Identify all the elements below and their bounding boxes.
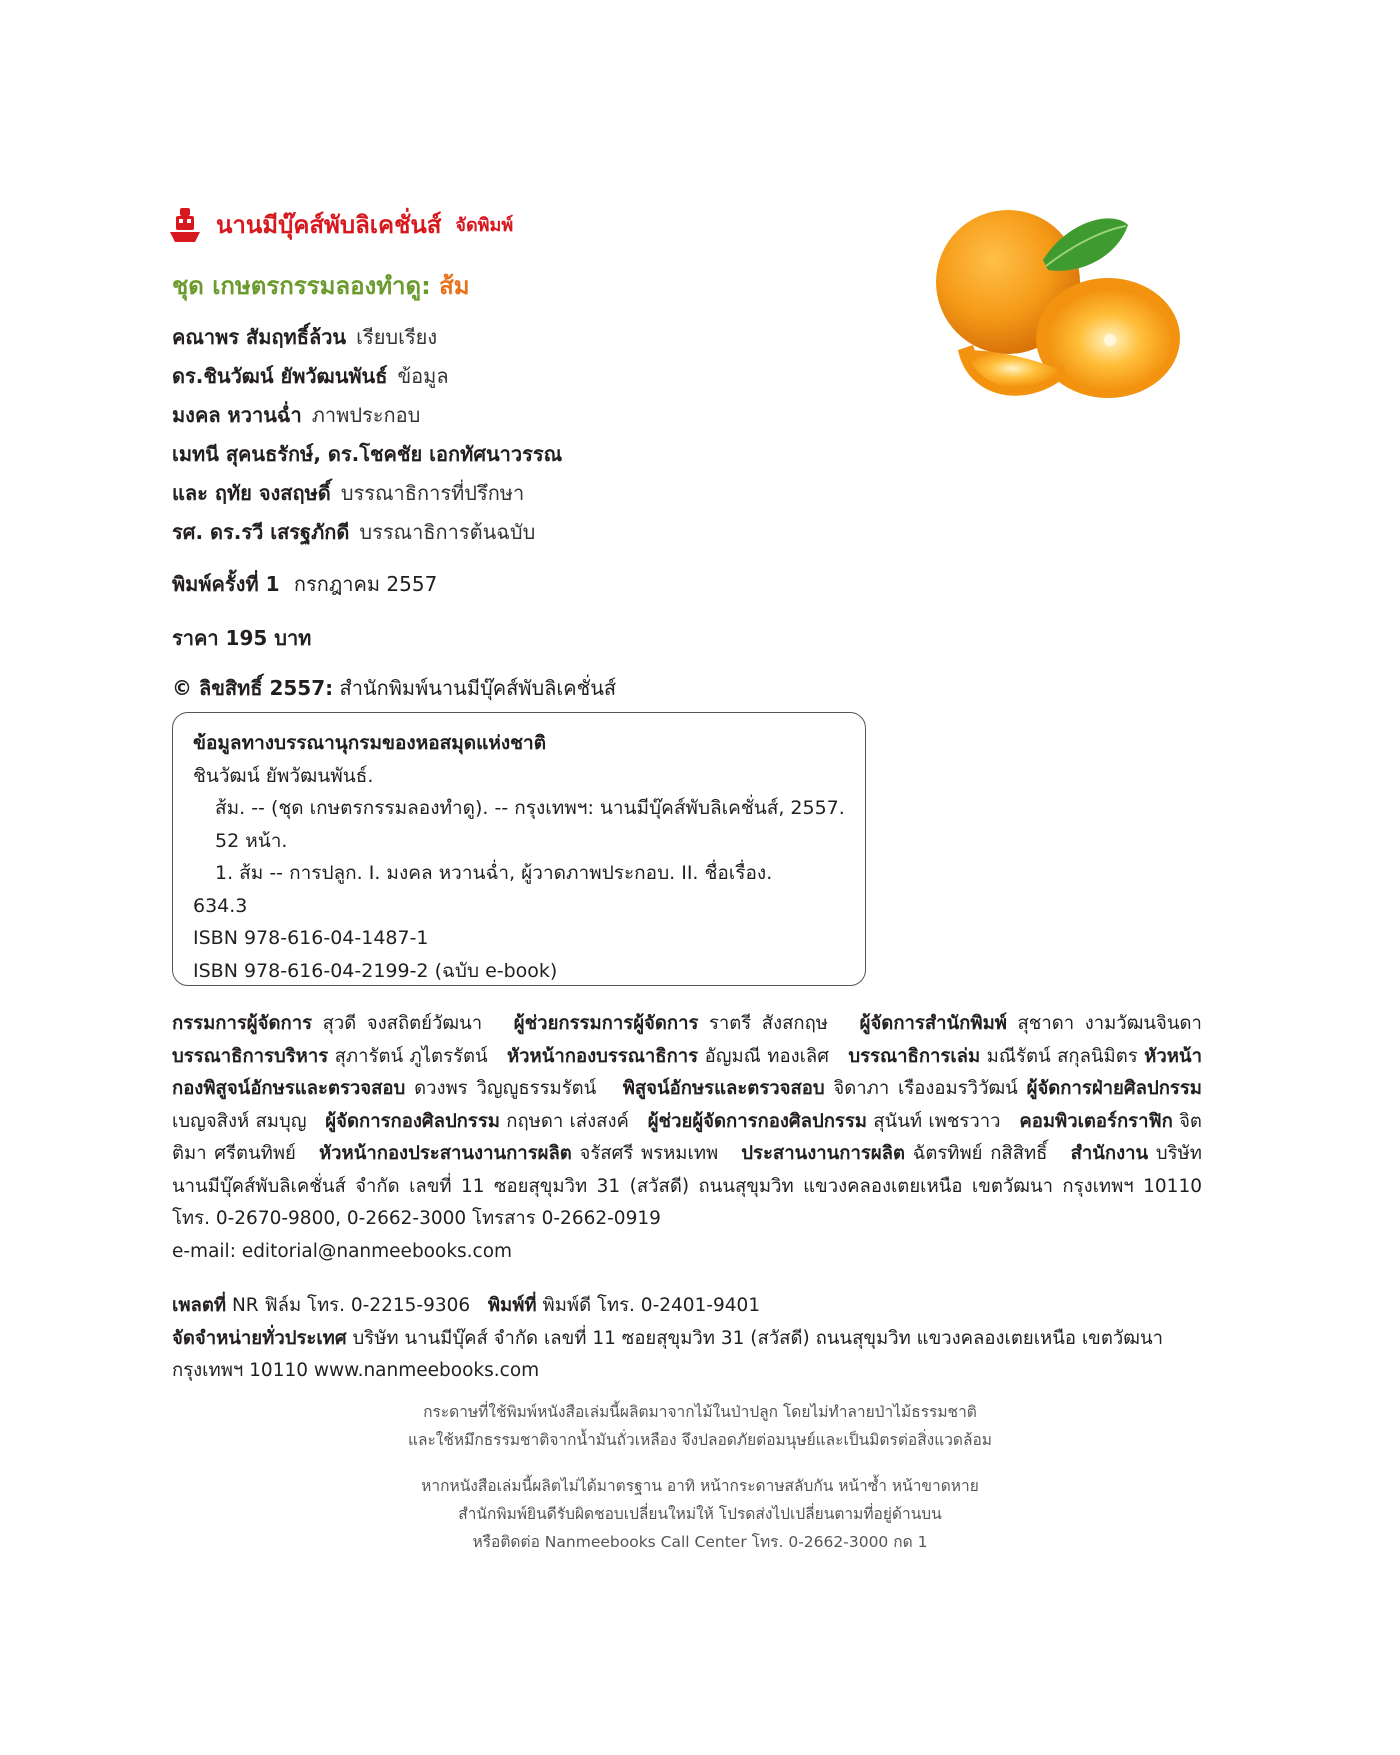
series-label: ชุด เกษตรกรรมลองทำดู: bbox=[172, 272, 431, 300]
cip-title: ข้อมูลทางบรรณานุกรมของหอสมุดแห่งชาติ bbox=[193, 732, 547, 754]
cip-isbn: ISBN 978-616-04-1487-1 bbox=[193, 927, 429, 949]
credit-row: รศ. ดร.รวี เสรฐภักดี บรรณาธิการต้นฉบับ bbox=[172, 520, 536, 544]
cataloging-box bbox=[172, 712, 866, 986]
credit-row: คณาพร สัมฤทธิ์ล้วน เรียบเรียง bbox=[172, 325, 438, 349]
credit-row: ดร.ชินวัฒน์ ยัพวัฒนพันธ์ ข้อมูล bbox=[172, 364, 449, 388]
series-title bbox=[172, 266, 470, 305]
paper-note: กระดาษที่ใช้พิมพ์หนังสือเล่มนี้ผลิตมาจากไม้ในป่าปลูก โดยไม่ทำลายป่าไม้ธรรมชาติ และใช้หมึกธรรมชาติจากน้ำมันถั่วเหลือง จึงปลอดภัยต่อมนุษย์และเป็นมิตรต่อสิ่งแวดล้อม bbox=[407, 1403, 993, 1449]
credits-list bbox=[172, 318, 572, 552]
series-fruit: ส้ม bbox=[439, 272, 470, 300]
staff-paragraph: กรรมการผู้จัดการ สุวดี จงสถิตย์วัฒนา ผู้ช่วยกรรมการผู้จัดการ ราตรี สังสกฤษ ผู้จัดการสำนักพิมพ์ สุชาดา งามวัฒนจินดา บรรณาธิการบริหาร สุภารัตน์ ภูไตรรัตน์ หัวหน้ากองบรรณาธิการ อัญมณี ทองเลิศ บรรณาธิการเล่ม มณีรัตน์ สกุลนิมิตร หัวหน้ากองพิสูจน์อักษรและตรวจสอบ ดวงพร วิญญูธรรมรัตน์ พิสูจน์อักษรและตรวจสอบ จิดาภา เรืองอมรวิวัฒน์ ผู้จัดการฝ่ายศิลปกรรม เบญจสิงห์ สมบุญ ผู้จัดการกองศิลปกรรม กฤษดา เส่งสงค์ ผู้ช่วยผู้จัดการกองศิลปกรรม สุนันท์ เพชรวาว คอมพิวเตอร์กราฟิก จิตติมา ศรีตนทิพย์ หัวหน้ากองประสานงานการผลิต จรัสศรี พรหมเทพ ประสานงานการผลิต ฉัตรทิพย์ กสิสิทธิ์ สำนักงาน บริษัท นานมีบุ๊คส์พับลิเคชั่นส์ จำกัด เลขที่ 11 ซอยสุขุมวิท 31 (สวัสดี) ถนนสุขุมวิท แขวงคลองเตยเหนือ เขตวัฒนา กรุงเทพฯ 10110 โทร. 0-2670-9800, 0-2662-3000 โทรสาร 0-2662-0919 e-mail: editorial@nanmeebooks.com bbox=[172, 1008, 1202, 1268]
credit-row: มงคล หวานฉ่ำ ภาพประกอบ bbox=[172, 403, 421, 427]
copyright-line: © ลิขสิทธิ์ 2557: สำนักพิมพ์นานมีบุ๊คส์พับลิเคชั่นส์ bbox=[172, 676, 617, 700]
price: ราคา 195 บาท bbox=[172, 626, 312, 650]
publisher-suffix: จัดพิมพ์ bbox=[455, 215, 514, 236]
publisher-name: นานมีบุ๊คส์พับลิเคชั่นส์ bbox=[216, 211, 442, 239]
credit-row: เมทนี สุคนธรักษ์, ดร.โชคชัย เอกทัศนาวรรณ bbox=[172, 442, 563, 466]
credit-row: และ ฤทัย จงสฤษดิ์ บรรณาธิการที่ปรึกษา bbox=[172, 481, 525, 505]
edition-line: พิมพ์ครั้งที่ 1 กรกฎาคม 2557 bbox=[172, 572, 438, 596]
email: e-mail: editorial@nanmeebooks.com bbox=[172, 1240, 513, 1262]
publisher-line bbox=[168, 205, 513, 244]
cip-isbn: ISBN 978-616-04-2199-2 (ฉบับ e-book) bbox=[193, 959, 558, 982]
printing-info: เพลตที่ NR ฟิล์ม โทร. 0-2215-9306 พิมพ์ที่ พิมพ์ดี โทร. 0-2401-9401 จัดจำหน่ายทั่วประเทศ บริษัท นานมีบุ๊คส์ จำกัด เลขที่ 11 ซอยสุขุมวิท 31 (สวัสดี) ถนนสุขุมวิท แขวงคลองเตยเหนือ เขตวัฒนา กรุงเทพฯ 10110 www.nanmeebooks.com bbox=[172, 1295, 1163, 1381]
ship-logo-icon bbox=[168, 206, 202, 244]
cip-line: 52 หน้า. bbox=[215, 829, 288, 852]
cip-line: ส้ม. -- (ชุด เกษตรกรรมลองทำดู). -- กรุงเทพฯ: นานมีบุ๊คส์พับลิเคชั่นส์, 2557. bbox=[215, 797, 845, 819]
cip-line: 1. ส้ม -- การปลูก. I. มงคล หวานฉ่ำ, ผู้วาดภาพประกอบ. II. ชื่อเรื่อง. bbox=[215, 862, 773, 884]
cip-classno: 634.3 bbox=[193, 894, 248, 917]
defect-note: หากหนังสือเล่มนี้ผลิตไม่ได้มาตรฐาน อาทิ หน้ากระดาษสลับกัน หน้าซ้ำ หน้าขาดหาย สำนักพิมพ์ยินดีรับผิดชอบเปลี่ยนใหม่ให้ โปรดส่งไปเปลี่ยนตามที่อยู่ด้านบน หรือติดต่อ Nanmeebooks Call Center โทร. 0-2662-3000 กด 1 bbox=[421, 1477, 979, 1551]
oranges-illustration-icon bbox=[928, 200, 1198, 450]
cip-author: ชินวัฒน์ ยัพวัฒนพันธ์. bbox=[193, 764, 374, 787]
